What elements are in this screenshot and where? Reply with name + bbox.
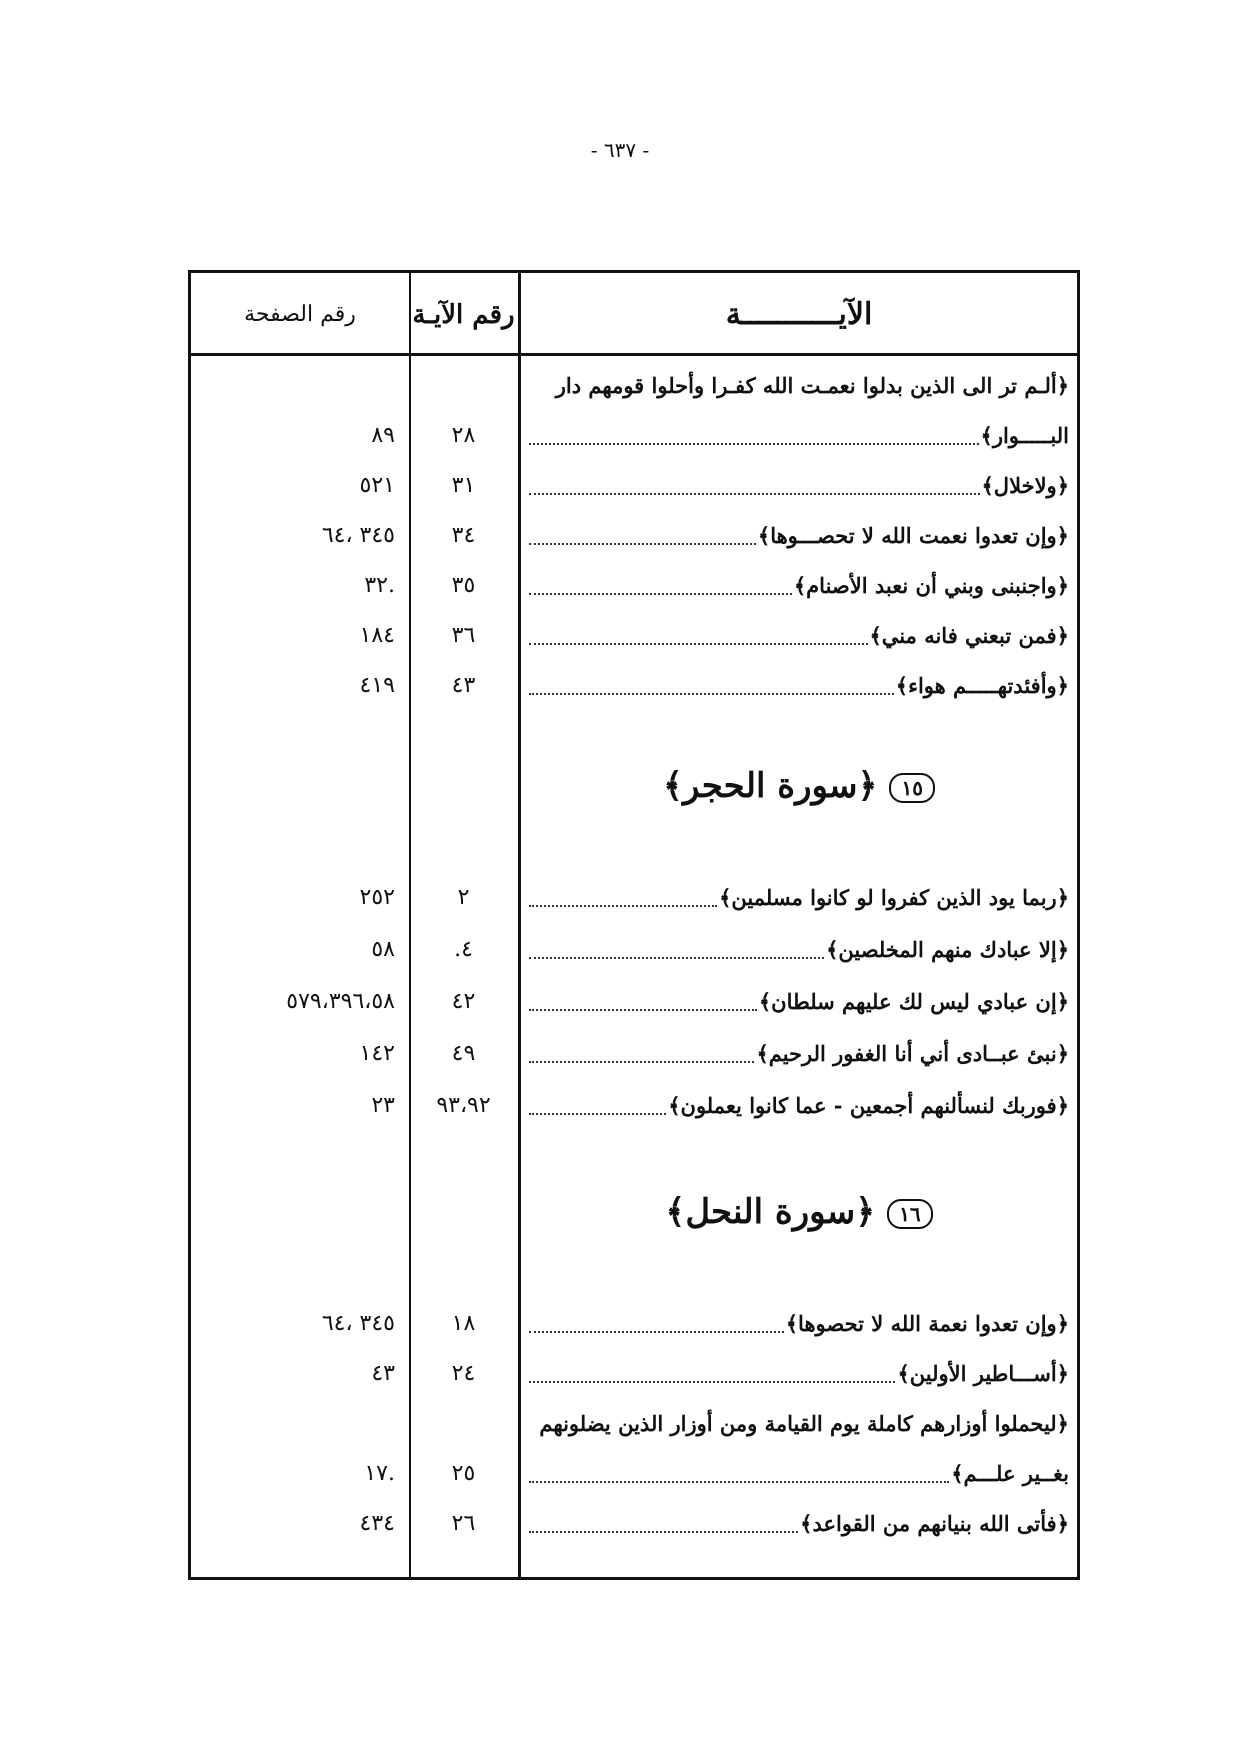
ayah-number: ٣٤ [451,523,476,548]
table-row [191,561,1077,611]
ayah-number: ٢٦ [451,1511,476,1536]
verse-text: ﴿وأفئدتهـــــم هواء﴾ [895,673,1069,698]
ayah-number: ٩٣،٩٢ [436,1093,491,1118]
dotted-leader [529,1009,757,1011]
table-row [191,1399,1077,1449]
page-ref-cell [191,977,401,1027]
page-ref-cell [191,1449,401,1499]
ayah-number: ٣٥ [451,573,476,598]
verse-cell [529,611,1069,661]
verse-text: ﴿ربما يود الذين كفروا لو كانوا مسلمين﴾ [719,885,1069,910]
verse-cell [529,925,1069,975]
page-ref-cell [191,873,401,923]
ayah-number: ٤٣ [451,673,476,698]
verse-text: ﴿نبئ عبــادى أني أنا الغفور الرحيم﴾ [756,1041,1069,1066]
table-row [191,411,1077,461]
ayah-number: ٣٦ [451,623,476,648]
page-ref-cell [191,1349,401,1399]
verse-text: ﴿ولاخلال﴾ [981,473,1069,498]
page-ref: ٥٧٩،٣٩٦،٥٨ [286,989,395,1014]
table-row [191,977,1077,1027]
verse-text: ﴿أســـاطير الأولين﴾ [897,1361,1069,1386]
verse-cell [529,361,1069,411]
dotted-leader [529,1331,784,1333]
page-ref: ٥٢١ [359,473,395,498]
verse-cell [529,511,1069,561]
verse-text: بغــير علـــم﴾ [951,1461,1069,1486]
header-page-number: رقم الصفحة [244,302,356,327]
dotted-leader [529,1381,895,1383]
ayah-number: ٢٨ [451,423,476,448]
ayah-number: ٢ [457,885,470,910]
table-row [191,1029,1077,1079]
verse-text: ﴿واجنبنى وبني أن نعبد الأصنام﴾ [793,573,1069,598]
page-ref-cell [191,561,401,611]
verse-text: ﴿إلا عبادك منهم المخلصين﴾ [826,937,1069,962]
table-row [191,925,1077,975]
table-row [191,461,1077,511]
verse-text: ﴿فوربك لنسألنهم أجمعين - عما كانوا يعملون﴾ [668,1093,1069,1118]
ayah-number: ٢٤ [451,1361,476,1386]
ayah-number: ٢٥ [451,1461,476,1486]
page-ref-cell [191,1029,401,1079]
verse-cell [529,661,1069,711]
ayah-number: ٤٢ [451,989,476,1014]
dotted-leader [529,957,824,959]
table-row [191,1499,1077,1549]
page-ref: ٥٨ [371,937,395,962]
dotted-leader [529,1531,798,1533]
page-ref-cell [191,925,401,975]
page-number: - ٦٣٧ - [590,138,650,162]
header-verse: الآيـــــــــــة [725,297,873,332]
verse-text: ﴿وإن تعدوا نعمت الله لا تحصـــوها﴾ [757,523,1069,548]
surah-heading [521,1191,1077,1232]
page-ref-cell [191,461,401,511]
verse-cell [529,411,1069,461]
page-ref-cell [191,661,401,711]
page-ref: ٤٣ [371,1361,395,1386]
dotted-leader [529,693,894,695]
dotted-leader [529,493,980,495]
page-ref: ٤١٩ [359,673,395,698]
page-ref-cell [191,411,401,461]
verse-cell [529,561,1069,611]
dotted-leader [529,643,868,645]
verse-text: ﴿ألـم تر الى الذين بدلوا نعمـت الله كفـرا وأحلوا قومهم دار [555,373,1069,398]
dotted-leader [529,593,792,595]
verse-cell [529,1029,1069,1079]
table-row [191,1349,1077,1399]
verse-text: ﴿فمن تبعني فانه مني﴾ [869,623,1069,648]
verse-cell [529,1399,1069,1449]
table-row [191,611,1077,661]
verse-cell [529,977,1069,1027]
verse-text: البـــــوار﴾ [980,423,1069,448]
ayah-number: ٣١ [451,473,476,498]
ayah-number: ٤. [454,937,473,962]
page-ref: ٨٩ [371,423,395,448]
header-ayah-number: رقم الآيـة [412,300,515,330]
page-ref-cell [191,1081,401,1131]
index-table [188,270,1080,1580]
surah-title: ﴿سورة الحجر﴾ [663,766,878,806]
dotted-leader [529,1113,666,1115]
verse-text: ﴿إن عبادي ليس لك عليهم سلطان﴾ [758,989,1069,1014]
page-ref: ٢٣ [371,1093,395,1118]
verse-text: ﴿ليحملوا أوزارهم كاملة يوم القيامة ومن أوزار الذين يضلونهم [539,1411,1069,1436]
verse-cell [529,1299,1069,1349]
surah-title: ﴿سورة النحل﴾ [665,1192,876,1232]
page-ref: ١٤٢ [359,1041,395,1066]
dotted-leader [529,443,979,445]
table-row [191,873,1077,923]
verse-cell [529,873,1069,923]
table-row [191,511,1077,561]
surah-number-badge: ١٥ [889,773,934,803]
page-ref-cell [191,1499,401,1549]
verse-cell [529,1499,1069,1549]
table-row [191,1449,1077,1499]
verse-cell [529,1081,1069,1131]
page-ref: ١٨٤ [359,623,395,648]
verse-cell [529,1449,1069,1499]
page-ref: ١٧. [364,1461,395,1486]
verse-cell [529,461,1069,511]
ayah-number: ٤٩ [451,1041,476,1066]
page-ref-cell [191,1299,401,1349]
dotted-leader [529,1481,949,1483]
verse-text: ﴿فأتى الله بنيانهم من القواعد﴾ [800,1511,1069,1536]
verse-text: ﴿وإن تعدوا نعمة الله لا تحصوها﴾ [785,1311,1069,1336]
page-ref: ٢٥٢ [359,885,395,910]
surah-heading [521,765,1077,806]
table-row [191,661,1077,711]
dotted-leader [529,905,717,907]
verse-cell [529,1349,1069,1399]
ayah-number: ١٨ [451,1311,476,1336]
page-ref: ٣٤٥ ،٦٤ [321,1311,395,1336]
page-ref-cell [191,511,401,561]
dotted-leader [529,543,756,545]
surah-number-badge: ١٦ [887,1199,932,1229]
page-ref-cell [191,611,401,661]
dotted-leader [529,1061,754,1063]
table-row [191,1081,1077,1131]
header-divider [191,353,1077,356]
page-ref: ٣٤٥ ،٦٤ [321,523,395,548]
table-row [191,361,1077,411]
page-ref: ٤٣٤ [359,1511,395,1536]
page-ref: ٣٢. [364,573,395,598]
table-row [191,1299,1077,1349]
